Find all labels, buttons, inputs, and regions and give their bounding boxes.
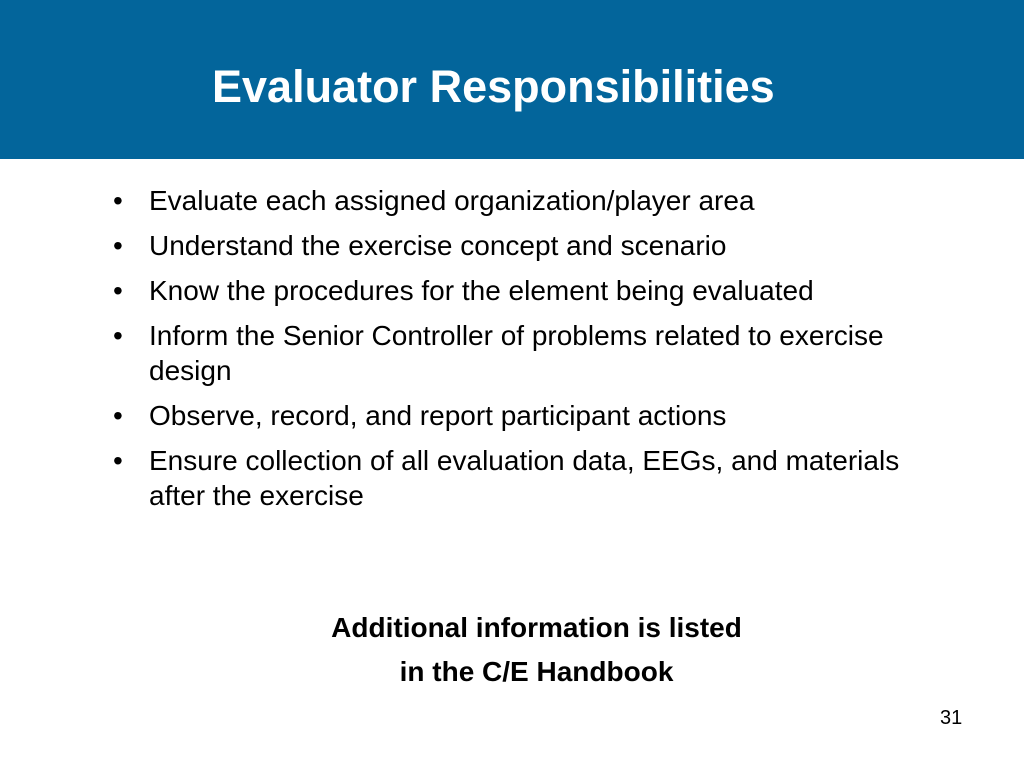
handbook-note-line-2: in the C/E Handbook — [399, 656, 674, 687]
page-number: 31 — [940, 707, 963, 729]
bullet-dot-icon: • — [113, 185, 123, 216]
bullet-dot-icon: • — [113, 320, 123, 351]
bullet-item — [110, 398, 930, 433]
bullet-text: Know the procedures for the element being evaluated — [149, 275, 814, 306]
bullet-text: Understand the exercise concept and scenario — [149, 230, 727, 261]
bullet-item — [110, 443, 930, 513]
slide-title: Evaluator Responsibilities — [212, 61, 775, 112]
title-bar — [0, 0, 1024, 159]
bullet-dot-icon: • — [113, 230, 123, 261]
bullet-list — [110, 183, 930, 523]
bullet-item — [110, 183, 930, 218]
bullet-dot-icon: • — [113, 400, 123, 431]
bullet-item — [110, 228, 930, 263]
handbook-note-line-1: Additional information is listed — [331, 612, 742, 643]
handbook-note — [0, 606, 1024, 694]
bullet-text: Inform the Senior Controller of problems related to exercise design — [149, 320, 884, 386]
bullet-text: Evaluate each assigned organization/player area — [149, 185, 755, 216]
bullet-item — [110, 273, 930, 308]
bullet-text: Observe, record, and report participant actions — [149, 400, 727, 431]
bullet-item — [110, 318, 930, 388]
bullet-dot-icon: • — [113, 445, 123, 476]
bullet-text: Ensure collection of all evaluation data, EEGs, and materials after the exercise — [149, 445, 900, 511]
bullet-dot-icon: • — [113, 275, 123, 306]
